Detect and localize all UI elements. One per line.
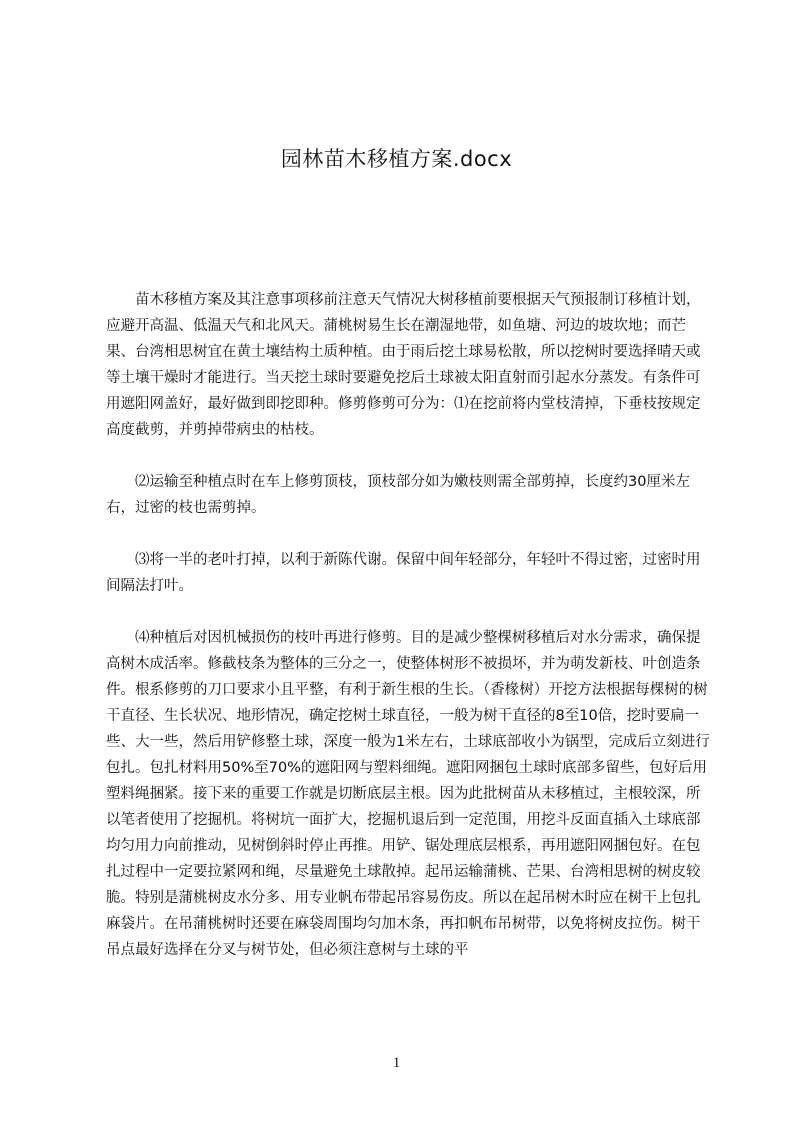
paragraph-3: ⑶将一半的老叶打掉，以利于新陈代谢。保留中间年轻部分，年轻叶不得过密，过密时用间隔法打叶。 (106, 552, 701, 594)
page-number: 1 (392, 1055, 401, 1071)
paragraph-2: ⑵运输至种植点时在车上修剪顶枝，顶枝部分如为嫩枝则需全部剪掉，长度约30厘米左右，过密的枝也需剪掉。 (106, 474, 690, 516)
document-body (106, 287, 714, 963)
paragraph-4: ⑷种植后对因机械损伤的枝叶再进行修剪。目的是减少整棵树移植后对水分需求，确保提高树木成活率。修截枝条为整体的三分之一，使整体树形不被损坏，并为萌发新枝、叶创造条件。根系修剪的刀口要求小且平整，有利于新生根的生长。（香椽树）开挖方法根据每棵树的树干直径、生长状况、地形情况，确定挖树土球直径，一般为树干直径的8至10倍，挖时要扁一些、大一些，然后用铲修整土球，深度一般为1米左右，土球底部收小为锅型，完成后立刻进行包扎。包扎材料用50%至70%的遮阳网与塑料细绳。遮阳网捆包土球时底部多留些，包好后用塑料绳捆紧。接下来的重要工作就是切断底层主根。因为此批树苗从未移植过，主根较深，所以笔者使用了挖掘机。将树坑一面扩大，挖掘机退后到一定范围，用挖斗反面直插入土球底部均匀用力向前推动，见树倒斜时停止再推。用铲、锯处理底层根系，再用遮阳网捆包好。在包扎过程中一定要拉紧网和绳，尽量避免土球散掉。起吊运输蒲桃、芒果、台湾相思树的树皮较脆。特别是蒲桃树皮水分多、用专业帆布带起吊容易伤皮。所以在起吊树木时应在树干上包扎麻袋片。在吊蒲桃树时还要在麻袋周围均匀加木条，再扣帆布吊树带，以免将树皮拉伤。树干吊点最好选择在分叉与树节处，但必须注意树与土球的平 (106, 630, 710, 958)
paragraph-1: 苗木移植方案及其注意事项移前注意天气情况大树移植前要根据天气预报制订移植计划，应避开高温、低温天气和北风天。蒲桃树易生长在潮湿地带，如鱼塘、河边的坡坎地；而芒果、台湾相思树宜在黄土壤结构土质种植。由于雨后挖土球易松散，所以挖树时要选择晴天或等土壤干燥时才能进行。当天挖土球时要避免挖后土球被太阳直射而引起水分蒸发。有条件可用遮阳网盖好，最好做到即挖即种。修剪修剪可分为：⑴在挖前将内堂枝清掉，下垂枝按规定高度截剪，并剪掉带病虫的枯枝。 (106, 292, 701, 438)
document-title: 园林苗木移植方案.docx (280, 147, 513, 171)
